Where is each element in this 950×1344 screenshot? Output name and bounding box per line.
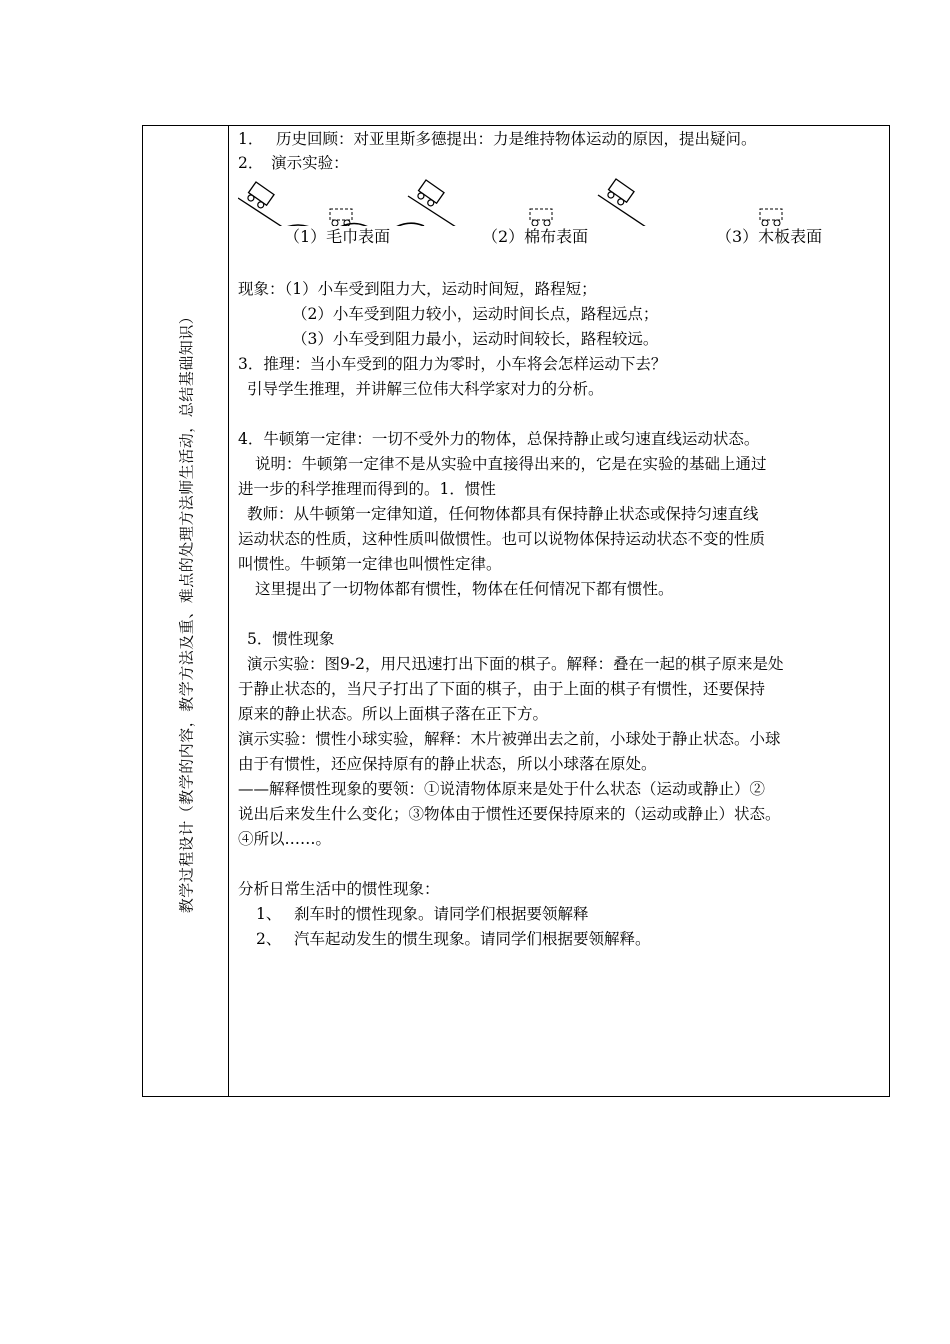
car-start-item: 2、 汽车起动发生的惯生现象。请同学们根据要领解释。: [256, 930, 651, 948]
guide-line: 引导学生推理，并讲解三位伟大科学家对力的分析。: [247, 380, 604, 398]
cart-outline-dashed: [760, 209, 782, 220]
teacher-line-1: 教师：从牛顿第一定律知道，任何物体都具有保持静止状态或保持匀速直线: [247, 505, 759, 523]
newton-first-law-line: 4．牛顿第一定律：一切不受外力的物体，总保持静止或匀速直线运动状态。: [238, 430, 760, 448]
ball-demo-line-1: 演示实验：惯性小球实验，解释：木片被弹出去之前，小球处于静止状态。小球: [238, 730, 781, 748]
key-points-line-1: ——解释惯性现象的要领：①说清物体原来是处于什么状态（运动或静止）②: [238, 780, 766, 798]
reasoning-line: 3．推理：当小车受到的阻力为零时，小车将会怎样运动下去？: [238, 355, 667, 373]
chess-demo-line-3: 原来的静止状态。所以上面棋子落在正下方。: [238, 705, 549, 723]
inertia-phenomena-heading: 5．惯性现象: [247, 630, 335, 648]
history-review-line: 1． 历史回顾：对亚里斯多德提出：力是维持物体运动的原因，提出疑问。: [238, 130, 757, 148]
explanation-line-2: 进一步的科学推理而得到的。1．惯性: [238, 480, 496, 498]
braking-item: 1、 刹车时的惯性现象。请同学们根据要领解释: [256, 905, 589, 923]
wood-surface-label: （3）木板表面: [716, 227, 823, 246]
inertia-all-objects-line: 这里提出了一切物体都有惯性，物体在任何情况下都有惯性。: [255, 580, 674, 598]
ball-demo-line-2: 由于有惯性，还应保持原有的静止状态，所以小球落在原处。: [238, 755, 657, 773]
towel-surface-label: （1）毛巾表面: [284, 227, 391, 246]
key-points-line-3: ④所以……。: [238, 830, 332, 848]
vertical-section-label: 教学过程设计（教学的内容，教学方法及重、难点的处理方法师生活动，总结基础知识）: [177, 308, 195, 914]
cart-outline-dashed: [330, 209, 352, 220]
cotton-surface-label: （2）棉布表面: [482, 227, 589, 246]
teacher-line-3: 叫惯性。牛顿第一定律也叫惯性定律。: [238, 555, 502, 573]
lesson-table: [142, 125, 890, 1097]
incline-experiment-diagram: [238, 176, 888, 246]
phenomenon-line-3: （3）小车受到阻力最小，运动时间较长，路程较远。: [292, 330, 659, 348]
explanation-line-1: 说明：牛顿第一定律不是从实验中直接得出来的，它是在实验的基础上通过: [255, 455, 767, 473]
phenomenon-line-1: 现象：（1）小车受到阻力大，运动时间短，路程短；: [238, 280, 597, 298]
incline-diagram-svg: [238, 176, 888, 226]
cart-outline-dashed: [530, 209, 552, 220]
chess-demo-line-2: 于静止状态的，当尺子打出了下面的棋子，由于上面的棋子有惯性，还要保持: [238, 680, 766, 698]
teacher-line-2: 运动状态的性质，这种性质叫做惯性。也可以说物体保持运动状态不变的性质: [238, 530, 766, 548]
chess-demo-line-1: 演示实验：图9-2，用尺迅速打出下面的棋子。解释：叠在一起的棋子原来是处: [247, 655, 784, 673]
key-points-line-2: 说出后来发生什么变化；③物体由于惯性还要保持原来的（运动或静止）状态。: [238, 805, 781, 823]
left-column: [143, 126, 229, 1096]
demo-experiment-heading: 2． 演示实验：: [238, 154, 349, 172]
daily-analysis-heading: 分析日常生活中的惯性现象：: [238, 880, 440, 898]
phenomenon-line-2: （2）小车受到阻力较小，运动时间长点，路程远点；: [292, 305, 659, 323]
